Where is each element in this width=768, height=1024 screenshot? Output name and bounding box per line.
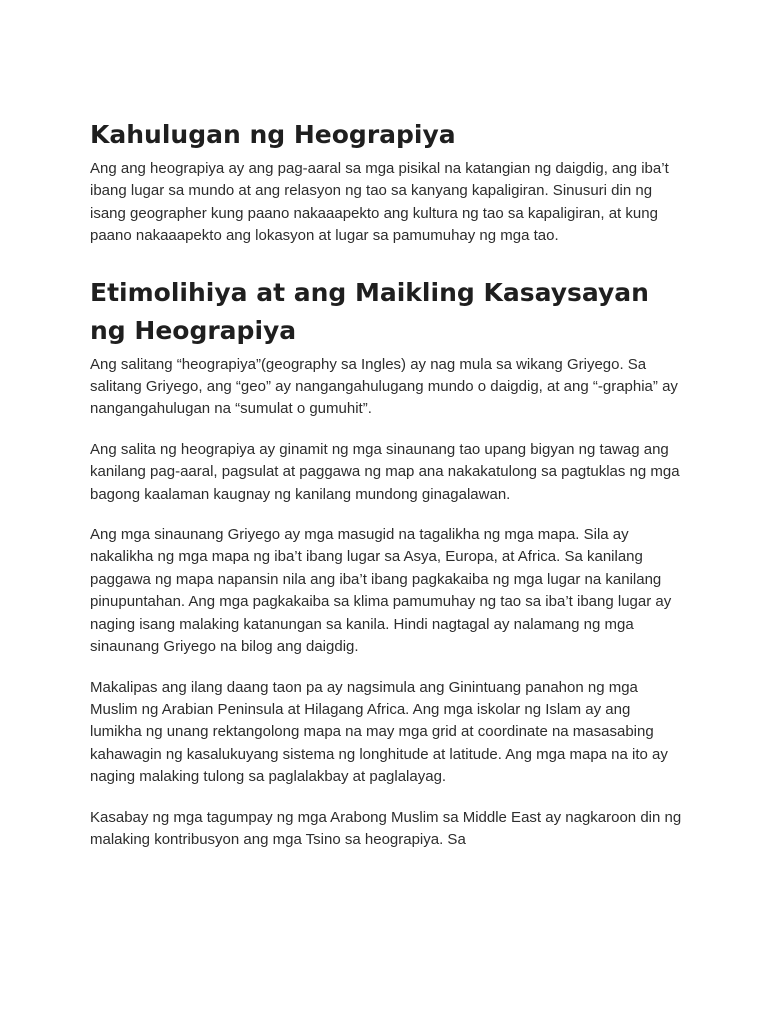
section-title-kahulugan: Kahulugan ng Heograpiya (90, 120, 456, 149)
section-title-etimolihiya: Etimolihiya at ang Maikling Kasaysayan ng Heograpiya (90, 277, 649, 345)
paragraph-kahulugan: Ang ang heograpiya ay ang pag-aaral sa mga pisikal na katangian ng daigdig, ang iba’t ibang lugar sa mundo at ang relasyon ng tao sa kanyang kapaligiran. Sinusuri din ng isang geographer kung paano nakaaapekto ang kultura ng tao sa kapaligiran, at kung paano nakaaapekto ang lokasyon at lugar sa pamumuhay ng mga tao. (90, 160, 669, 245)
paragraph-etimolihiya-3: Ang mga sinaunang Griyego ay mga masugid na tagalikha ng mga mapa. Sila ay nakalikha ng mga mapa ng iba’t ibang lugar sa Asya, Europa, at Africa. Sa kanilang paggawa ng mapa napansin nila ang iba’t ibang pagkakaiba ng mga lugar na kanilang pinupuntahan. Ang mga pagkakaiba sa klima pamumuhay ng tao sa iba’t ibang lugar ay naging isang malaking katanungan sa kanila. Hindi nagtagal ay nalamang ng mga sinaunang Griyego na bilog ang daigdig. (90, 526, 672, 656)
paragraph-etimolihiya-4: Makalipas ang ilang daang taon pa ay nagsimula ang Ginintuang panahon ng mga Muslim ng Arabian Peninsula at Hilagang Africa. Ang mga iskolar ng Islam ay ang lumikha ng unang rektangolong mapa na may mga grid at coordinate na masasabing kahawagin ng kasalukuyang sistema ng longhitude at latitude. Ang mga mapa na ito ay naging malaking tulong sa paglalakbay at paglalayag. (90, 678, 668, 786)
paragraph-etimolihiya-2: Ang salita ng heograpiya ay ginamit ng mga sinaunang tao upang bigyan ng tawag ang kanilang pag-aaral, pagsulat at paggawa ng map ana nakakatulong sa pagtuklas ng mga bagong kaalaman kaugnay ng kanilang mundong ginagalawan. (90, 440, 680, 503)
paragraph-etimolihiya-5: Kasabay ng mga tagumpay ng mga Arabong Muslim sa Middle East ay nagkaroon din ng malaking kontribusyon ang mga Tsino sa heograpiya. Sa (90, 808, 682, 848)
paragraph-etimolihiya-1: Ang salitang “heograpiya”(geography sa Ingles) ay nag mula sa wikang Griyego. Sa salitang Griyego, ang “geo” ay nangangahulugang mundo o daigdig, at ang “-graphia” ay nangangahulugan na “sumulat o gumuhit”. (90, 355, 678, 418)
